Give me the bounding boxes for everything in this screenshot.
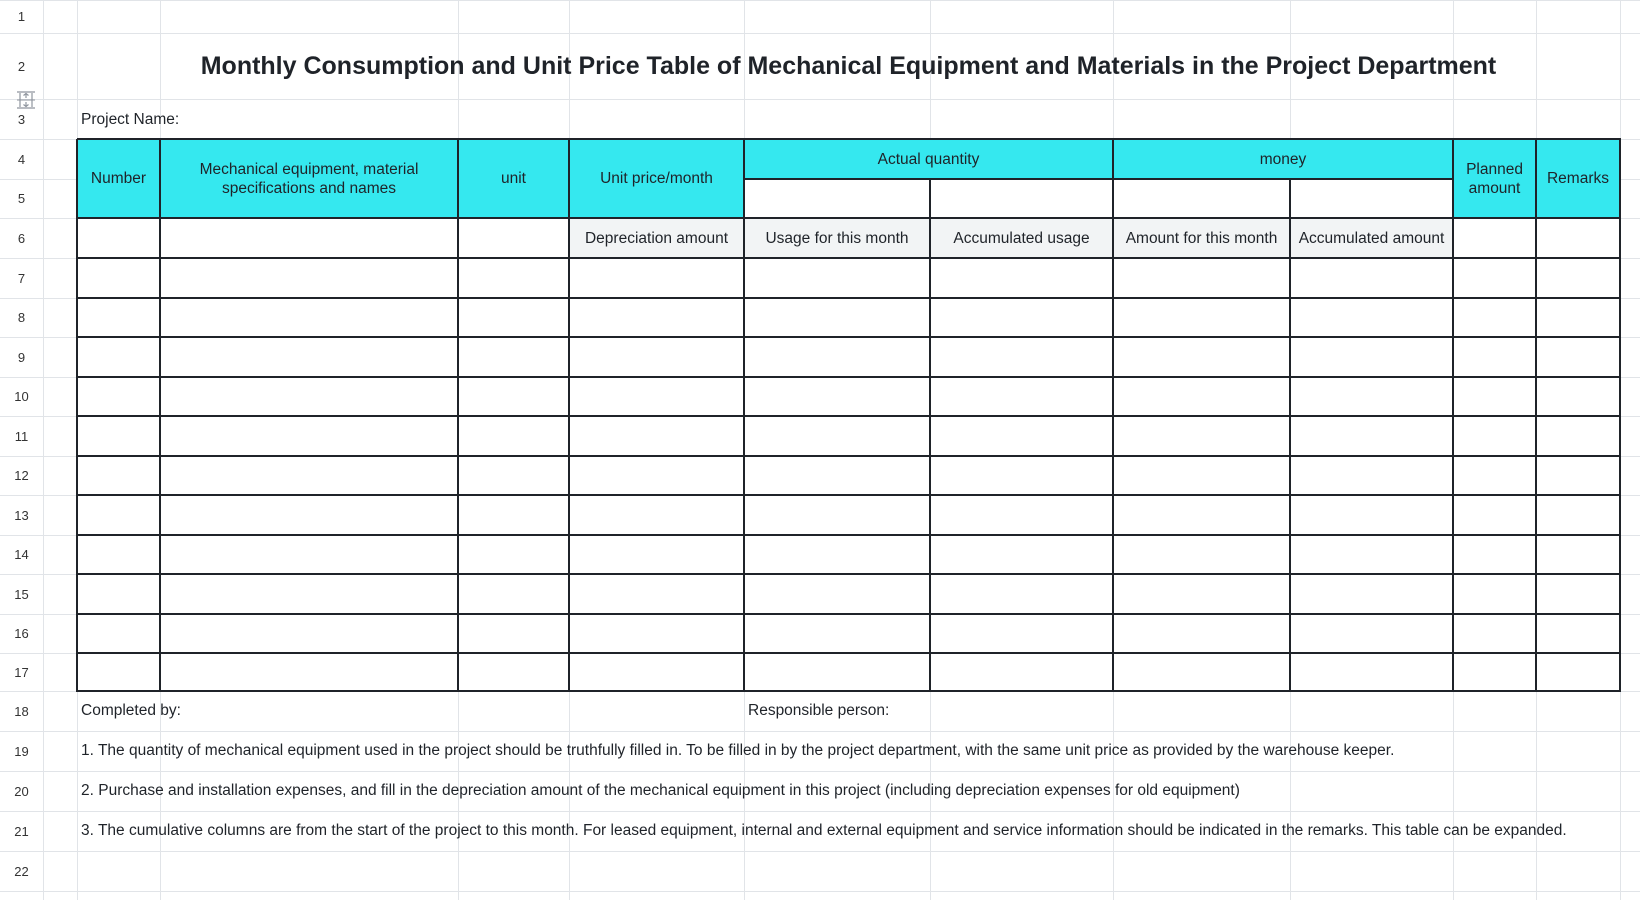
table-border-horizontal xyxy=(77,652,1621,653)
table-border-horizontal xyxy=(77,297,1621,298)
subheader-depreciation[interactable]: Depreciation amount xyxy=(569,218,744,258)
gridline-horizontal xyxy=(0,99,1640,100)
header-money[interactable]: money xyxy=(1113,139,1453,179)
subheader-accumulated-usage[interactable]: Accumulated usage xyxy=(930,218,1113,258)
row-header[interactable]: 7 xyxy=(17,270,26,286)
table-border-horizontal xyxy=(77,415,1621,416)
table-border-horizontal xyxy=(744,178,1454,179)
row-header[interactable]: 12 xyxy=(14,468,29,483)
table-border-horizontal xyxy=(77,613,1621,614)
table-border-vertical xyxy=(1289,179,1290,692)
header-unit-price[interactable]: Unit price/month xyxy=(569,139,744,218)
row-header[interactable]: 13 xyxy=(14,507,29,523)
subheader-amount-month[interactable]: Amount for this month xyxy=(1113,218,1290,258)
row-header[interactable]: 20 xyxy=(14,783,29,799)
gridline-vertical xyxy=(43,0,44,900)
completed-by-label[interactable]: Completed by: xyxy=(81,702,181,719)
row-header[interactable]: 1 xyxy=(17,9,26,24)
note-2[interactable]: 2. Purchase and installation expenses, and fill in the depreciation amount of the mechanical equipment in this project (including depreciation expenses for old equipment) xyxy=(81,782,1240,799)
blank-cell[interactable] xyxy=(744,179,930,218)
table-border-horizontal xyxy=(77,376,1621,377)
row-header[interactable]: 8 xyxy=(17,310,26,325)
sheet-title[interactable]: Monthly Consumption and Unit Price Table of Mechanical Equipment and Materials in the Project Department xyxy=(200,51,1497,80)
row-header[interactable]: 5 xyxy=(17,191,26,206)
table-border-vertical xyxy=(76,139,77,692)
row-header[interactable]: 14 xyxy=(14,547,29,562)
blank-cell[interactable] xyxy=(930,179,1113,218)
header-actual-quantity[interactable]: Actual quantity xyxy=(744,139,1113,179)
blank-cell[interactable] xyxy=(1290,179,1453,218)
gridline-horizontal xyxy=(0,891,1640,892)
header-equipment[interactable]: Mechanical equipment, material specifications and names xyxy=(160,139,458,218)
table-border-horizontal xyxy=(77,455,1621,456)
table-border-vertical xyxy=(929,179,930,692)
blank-cell[interactable] xyxy=(1113,179,1290,218)
row-header[interactable]: 4 xyxy=(17,151,26,167)
header-planned-amount[interactable]: Planned amount xyxy=(1453,139,1536,218)
row-resize-icon[interactable] xyxy=(16,91,36,109)
responsible-person-label[interactable]: Responsible person: xyxy=(748,702,890,719)
subheader-usage-month[interactable]: Usage for this month xyxy=(744,218,930,258)
table-border-vertical xyxy=(568,139,569,692)
row-header[interactable]: 11 xyxy=(14,428,29,444)
table-border-horizontal xyxy=(77,494,1621,495)
project-name-label[interactable]: Project Name: xyxy=(81,111,180,128)
row-header[interactable]: 21 xyxy=(14,823,29,839)
row-header[interactable]: 16 xyxy=(14,626,29,641)
header-unit[interactable]: unit xyxy=(458,139,569,218)
row-header[interactable]: 9 xyxy=(17,349,26,365)
table-border-horizontal xyxy=(77,217,1621,218)
table-border-vertical xyxy=(1535,139,1536,692)
row-header[interactable]: 3 xyxy=(17,111,26,127)
gridline-horizontal xyxy=(0,851,1640,852)
table-border-vertical xyxy=(1619,139,1620,692)
table-border-horizontal xyxy=(77,336,1621,337)
table-border-horizontal xyxy=(77,257,1621,258)
row-header[interactable]: 15 xyxy=(14,586,29,602)
row-header[interactable]: 22 xyxy=(14,863,29,879)
table-border-vertical xyxy=(1112,139,1113,692)
table-border-vertical xyxy=(1452,139,1453,692)
table-border-horizontal xyxy=(77,573,1621,574)
gridline-horizontal xyxy=(0,0,1640,1)
row-header[interactable]: 6 xyxy=(17,230,26,246)
note-1[interactable]: 1. The quantity of mechanical equipment used in the project should be truthfully filled in. To be filled in by the project department, with the same unit price as provided by the warehouse keeper. xyxy=(81,742,1395,759)
subheader-accumulated-amount[interactable]: Accumulated amount xyxy=(1290,218,1453,258)
row-header[interactable]: 10 xyxy=(14,389,29,404)
note-3[interactable]: 3. The cumulative columns are from the start of the project to this month. For leased equipment, internal and external equipment and service information should be indicated in the remarks. This table can be expanded. xyxy=(81,822,1567,839)
table-border-horizontal xyxy=(77,534,1621,535)
table-border-vertical xyxy=(159,139,160,692)
row-header[interactable]: 19 xyxy=(14,743,29,759)
table-border-horizontal xyxy=(77,138,1621,139)
row-header[interactable]: 2 xyxy=(17,58,26,74)
header-remarks[interactable]: Remarks xyxy=(1536,139,1620,218)
row-header[interactable]: 17 xyxy=(14,664,29,680)
header-number[interactable]: Number xyxy=(77,139,160,218)
table-border-vertical xyxy=(743,139,744,692)
table-border-vertical xyxy=(457,139,458,692)
row-header[interactable]: 18 xyxy=(14,703,29,719)
